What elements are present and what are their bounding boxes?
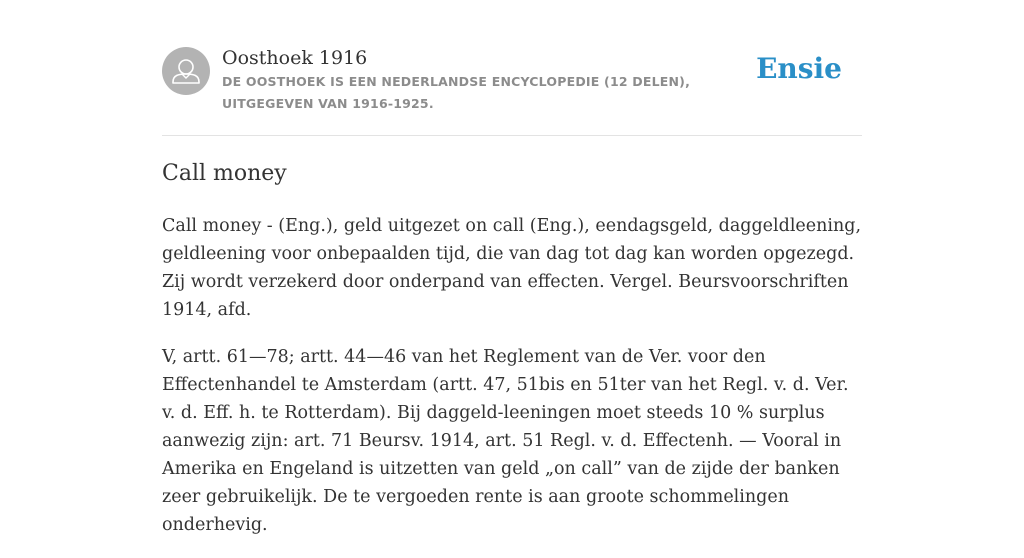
source-header <box>162 46 862 116</box>
source-title-link[interactable]: Oosthoek 1916 <box>222 47 368 69</box>
source-avatar[interactable] <box>162 47 210 95</box>
source-description: DE OOSTHOEK IS EEN NEDERLANDSE ENCYCLOPEDIE (12 DELEN), UITGEGEVEN VAN 1916-1925. <box>222 74 691 111</box>
entry-title: Call money <box>162 161 287 186</box>
entry-paragraph: Call money - (Eng.), geld uitgezet on call (Eng.), eendagsgeld, daggeldleening, geldleening voor onbepaalden tijd, die van dag tot dag kan worden opgezegd. Zij wordt verzekerd door onderpand van effecten. Vergel. Beursvoorschriften 1914, afd. <box>162 216 862 320</box>
header-divider <box>162 135 862 136</box>
entry-paragraph: V, artt. 61—78; artt. 44—46 van het Reglement van de Ver. voor den Effectenhandel te Amsterdam (artt. 47, 51bis en 51ter van het Regl. v. d. Ver. v. d. Eff. h. te Rotterdam). Bij daggeld-leeningen moet steeds 10 % surplus aanwezig zijn: art. 71 Beursv. 1914, art. 51 Regl. v. d. Effectenh. — Vooral in Amerika en Engeland is uitzetten van geld „on call” van de zijde der banken zeer gebruikelijk. De te vergoeden rente is aan groote schommelingen onderhevig. <box>162 347 849 535</box>
ensie-logo[interactable]: Ensie <box>756 52 842 85</box>
entry-body <box>162 212 862 558</box>
user-icon <box>162 47 210 95</box>
